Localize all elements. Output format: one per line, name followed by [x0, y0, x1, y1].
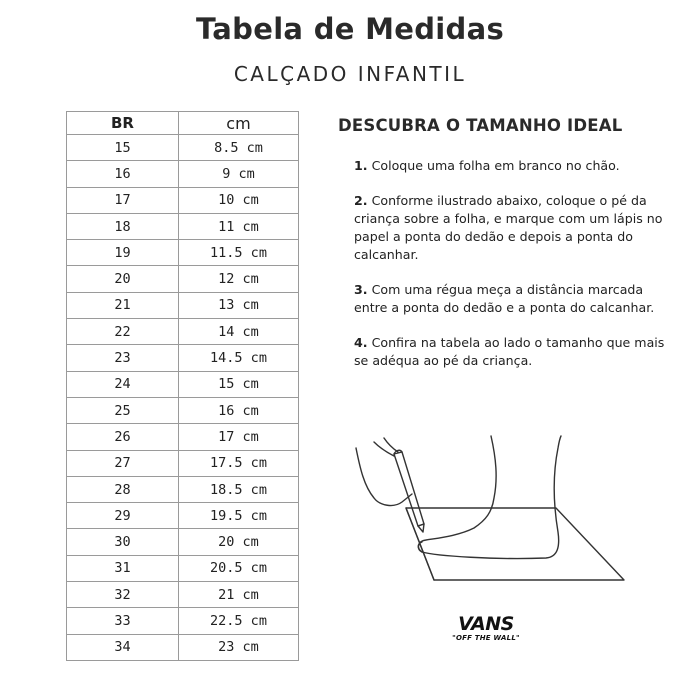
instructions-steps	[338, 157, 668, 370]
size-table	[66, 111, 299, 661]
cell-size-cm: 21 cm	[179, 582, 299, 608]
cell-size-cm: 15 cm	[179, 371, 299, 397]
page-title: Tabela de Medidas	[195, 12, 505, 46]
instructions-heading: DESCUBRA O TAMANHO IDEAL	[338, 116, 623, 135]
table-row	[67, 213, 299, 239]
paper-sheet	[406, 508, 624, 580]
cell-size-cm: 11.5 cm	[179, 240, 299, 266]
table-row	[67, 161, 299, 187]
logo-brand: VANS	[458, 613, 514, 635]
cell-size-br: 22	[67, 319, 179, 345]
cell-size-cm: 19.5 cm	[179, 503, 299, 529]
cell-size-br: 33	[67, 608, 179, 634]
column-header-cm: cm	[179, 112, 299, 135]
paper-edge	[406, 508, 434, 580]
cell-size-br: 23	[67, 345, 179, 371]
cell-size-br: 26	[67, 424, 179, 450]
logo-tagline: "OFF THE WALL"	[452, 634, 520, 642]
foot-measuring-illustration	[346, 428, 646, 593]
table-header-row	[67, 112, 299, 135]
cell-size-br: 34	[67, 634, 179, 660]
table-row	[67, 240, 299, 266]
cell-size-br: 16	[67, 161, 179, 187]
instruction-step	[354, 281, 668, 317]
table-row	[67, 555, 299, 581]
cell-size-br: 21	[67, 292, 179, 318]
step-number: 3.	[354, 282, 368, 297]
cell-size-br: 32	[67, 582, 179, 608]
table-row	[67, 319, 299, 345]
table-row	[67, 424, 299, 450]
cell-size-br: 24	[67, 371, 179, 397]
table-row	[67, 345, 299, 371]
cell-size-br: 19	[67, 240, 179, 266]
step-text: Confira na tabela ao lado o tamanho que mais se adéqua ao pé da criança.	[354, 335, 665, 368]
cell-size-cm: 17.5 cm	[179, 450, 299, 476]
step-text: Conforme ilustrado abaixo, coloque o pé da criança sobre a folha, e marque com um lápis no papel a ponta do dedão e depois a ponta do calcanhar.	[354, 193, 663, 262]
column-header-br: BR	[67, 112, 179, 135]
cell-size-cm: 10 cm	[179, 187, 299, 213]
vans-logo	[448, 614, 524, 642]
cell-size-cm: 8.5 cm	[179, 135, 299, 161]
cell-size-cm: 20.5 cm	[179, 555, 299, 581]
instructions-panel	[338, 116, 668, 387]
table-row	[67, 266, 299, 292]
table-row	[67, 187, 299, 213]
cell-size-cm: 17 cm	[179, 424, 299, 450]
page-subtitle: CALÇADO INFANTIL	[233, 62, 467, 86]
cell-size-br: 28	[67, 476, 179, 502]
step-number: 2.	[354, 193, 368, 208]
instruction-step	[354, 192, 668, 264]
leg-outline	[419, 436, 561, 559]
table-row	[67, 135, 299, 161]
cell-size-br: 18	[67, 213, 179, 239]
cell-size-br: 25	[67, 397, 179, 423]
table-row	[67, 503, 299, 529]
cell-size-cm: 12 cm	[179, 266, 299, 292]
cell-size-cm: 20 cm	[179, 529, 299, 555]
cell-size-br: 30	[67, 529, 179, 555]
table-row	[67, 582, 299, 608]
cell-size-cm: 11 cm	[179, 213, 299, 239]
step-text: Com uma régua meça a distância marcada entre a ponta do dedão e a ponta do calcanhar.	[354, 282, 655, 315]
cell-size-cm: 23 cm	[179, 634, 299, 660]
cell-size-cm: 9 cm	[179, 161, 299, 187]
pencil-tip	[418, 524, 424, 532]
table-row	[67, 476, 299, 502]
cell-size-cm: 16 cm	[179, 397, 299, 423]
cell-size-br: 29	[67, 503, 179, 529]
cell-size-cm: 13 cm	[179, 292, 299, 318]
cell-size-cm: 22.5 cm	[179, 608, 299, 634]
table-row	[67, 608, 299, 634]
table-row	[67, 397, 299, 423]
instruction-step	[354, 334, 668, 370]
cell-size-br: 27	[67, 450, 179, 476]
cell-size-br: 31	[67, 555, 179, 581]
table-row	[67, 292, 299, 318]
cell-size-br: 15	[67, 135, 179, 161]
step-number: 4.	[354, 335, 368, 350]
instruction-step	[354, 157, 668, 175]
table-row	[67, 450, 299, 476]
step-number: 1.	[354, 158, 368, 173]
cell-size-cm: 14.5 cm	[179, 345, 299, 371]
step-text: Coloque uma folha em branco no chão.	[371, 158, 620, 173]
table-row	[67, 634, 299, 660]
table-row	[67, 529, 299, 555]
cell-size-br: 20	[67, 266, 179, 292]
cell-size-cm: 14 cm	[179, 319, 299, 345]
cell-size-br: 17	[67, 187, 179, 213]
table-row	[67, 371, 299, 397]
cell-size-cm: 18.5 cm	[179, 476, 299, 502]
